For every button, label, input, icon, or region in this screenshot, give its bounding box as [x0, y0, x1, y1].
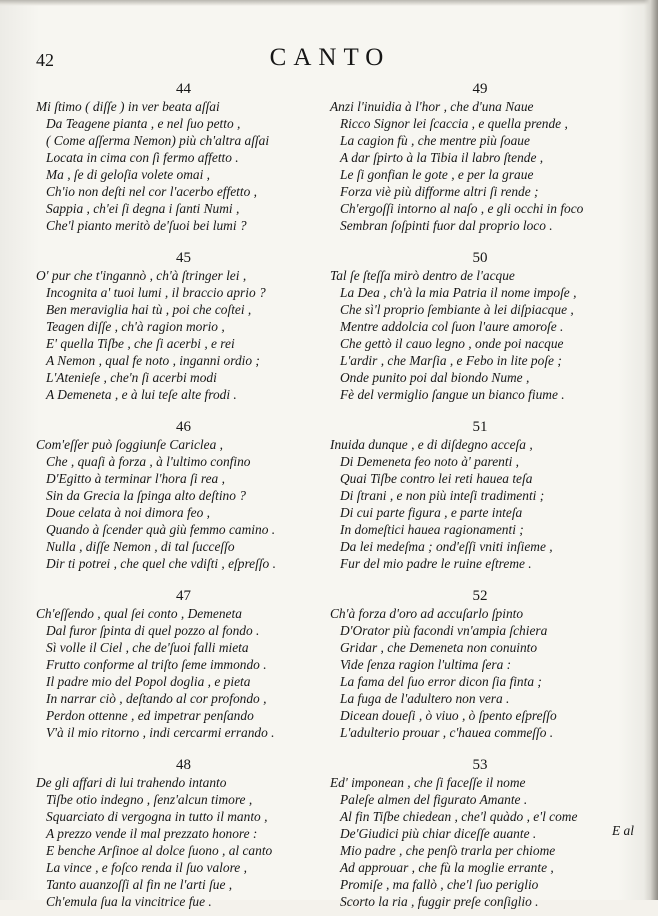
stanza-separator: [330, 578, 630, 587]
verse-line: E' quella Tiſbe , che ſi acerbi , e rei: [46, 336, 235, 351]
stanza: [36, 587, 331, 741]
verse-line: Tal ſe ſteſſa mirò dentro de l'acque: [330, 268, 515, 283]
verse-line: Incognita a' tuoi lumi , il braccio aprio ?: [46, 285, 266, 300]
verse-line: Ch'à forza d'oro ad accuſarlo ſpinto: [330, 606, 524, 621]
verse-line: L'ardir , che Marſia , e Febo in lite poſe ;: [340, 353, 562, 368]
verse-line: Nulla , diſſe Nemon , di tal ſucceſſo: [46, 539, 235, 554]
verse-line: Mi ſtimo ( diſſe ) in ver beata aſſai: [36, 99, 220, 114]
verse-line: Locata in cima con ſì fermo affetto .: [46, 150, 239, 165]
page-number: 42: [36, 50, 54, 70]
verse-line: Doue celata à noi dimora feo ,: [46, 505, 211, 520]
catchword: E al: [612, 823, 634, 838]
stanza: [36, 756, 331, 910]
verse-line: Quando à ſcender quà giù femmo camino .: [46, 522, 276, 537]
verse-line: Ben meraviglia hai tù , poi che coſtei ,: [46, 302, 252, 317]
verse-line: Frutto conforme al triſto ſeme immondo .: [46, 657, 267, 672]
verse-line: Ricco Signor lei ſcaccia , e quella prende ,: [340, 116, 568, 131]
right-column: [330, 80, 630, 916]
stanza: [330, 418, 630, 572]
verse-line: Fur del mio padre le ruine eſtreme .: [340, 556, 532, 571]
verse-line: Che gettò il cauo legno , onde poi nacque: [340, 336, 564, 351]
verse-line: Ma , ſe di geloſia volete omai ,: [46, 167, 210, 182]
verse-line: E benche Arſinoe al dolce ſuono , al canto: [46, 843, 273, 858]
stanza-number: 47: [176, 588, 191, 604]
verse-line: Il padre mio del Popol doglia , e pieta: [46, 674, 251, 689]
stanza: [36, 418, 331, 572]
verse-line: Tiſbe otio indegno , ſenz'alcun timore ,: [46, 792, 253, 807]
verse-line: D'Orator più facondi vn'ampia ſchiera: [340, 623, 548, 638]
verse-line: Ch'emula ſua la vincitrice fue .: [46, 894, 212, 909]
verse-line: A prezzo vende il mal prezzato honore :: [46, 826, 258, 841]
verse-line: La fuga de l'adultero non vera .: [340, 691, 510, 706]
verse-line: Di Demeneta feo noto à' parenti ,: [340, 454, 520, 469]
stanza-separator: [36, 409, 331, 418]
verse-line: In narrar ciò , deſtando al cor profondo ,: [46, 691, 267, 706]
verse-line: V'à il mio ritorno , indi cercarmi errando .: [46, 725, 275, 740]
verse-line: Dicean doueſi , ò viuo , ò ſpento eſpreſſo: [340, 708, 557, 723]
stanza-number: 52: [472, 588, 488, 604]
page-gutter-shadow: [644, 0, 658, 900]
verse-line: La Dea , ch'à la mia Patria il nome impoſe ,: [340, 285, 577, 300]
verse-line: Che'l pianto meritò de'ſuoi bei lumi ?: [46, 218, 247, 233]
verse-line: Di cui parte figura , e parte inteſa: [340, 505, 523, 520]
verse-line: Di ſtrani , e non più inteſi tradimenti ;: [340, 488, 545, 503]
stanza-separator: [36, 578, 331, 587]
stanza-number: 45: [176, 250, 191, 266]
verse-line: A Demeneta , e à lui teſe alte frodi .: [46, 387, 237, 402]
verse-line: Le ſi gonfian le gote , e per la graue: [340, 167, 534, 182]
verse-line: Perdon ottenne , ed impetrar penſando: [46, 708, 254, 723]
verse-line: Ad approuar , che fù la moglie errante ,: [340, 860, 554, 875]
verse-line: Da lei medeſma ; ond'eſſi vniti inſieme ,: [340, 539, 553, 554]
stanza-number: 44: [176, 81, 191, 97]
verse-line: Che , quaſi à forza , à l'ultimo confino: [46, 454, 251, 469]
verse-line: Ch'io non deſti nel cor l'acerbo effetto ,: [46, 184, 258, 199]
stanza: [36, 249, 331, 403]
stanza-separator: [330, 409, 630, 418]
verse-line: Tanto auanzoſſi al fin ne l'arti ſue ,: [46, 877, 233, 892]
verse-line: Promiſe , ma fallò , che'l ſuo periglio: [340, 877, 539, 892]
stanza: [330, 80, 630, 234]
verse-line: Sembran ſoſpinti fuor dal proprio loco .: [340, 218, 553, 233]
verse-line: La vince , e foſco renda il ſuo valore ,: [46, 860, 247, 875]
stanza-separator: [330, 747, 630, 756]
stanza-number: 49: [472, 81, 488, 97]
verse-line: Onde punito poi dal biondo Nume ,: [340, 370, 530, 385]
verse-line: Fè del vermiglio ſangue un bianco fiume .: [340, 387, 565, 402]
verse-line: De'Giudici più chiar diceſſe auante .: [340, 826, 537, 841]
stanza-number: 48: [176, 757, 191, 773]
verse-line: Anzi l'inuidia à l'hor , che d'una Naue: [330, 99, 534, 114]
left-column: [36, 80, 331, 916]
verse-line: A Nemon , qual fe noto , inganni ordio ;: [46, 353, 260, 368]
stanza-separator: [330, 240, 630, 249]
verse-line: O' pur che t'ingannò , ch'à ſtringer lei ,: [36, 268, 247, 283]
running-head: CANTO: [269, 44, 391, 71]
verse-line: Forza viè più difforme altri ſi rende ;: [340, 184, 539, 199]
verse-line: Mentre addolcia col ſuon l'aure amoroſe .: [340, 319, 564, 334]
stanza-number: 53: [472, 757, 488, 773]
verse-line: La cagion fù , che mentre più ſoaue: [340, 133, 530, 148]
verse-line: La fama del ſuo error dicon ſia finta ;: [340, 674, 542, 689]
verse-line: A dar ſpirto à la Tibia il labro ſtende ,: [340, 150, 544, 165]
verse-line: Quai Tiſbe contro lei reti haueа teſa: [340, 471, 533, 486]
verse-line: ( Come aſſerma Nemon) più ch'altra aſſai: [46, 133, 270, 148]
stanza: [36, 80, 331, 234]
stanza: [330, 756, 630, 910]
stanza-number: 51: [472, 419, 488, 435]
verse-line: Da Teagene pianta , e nel ſuo petto ,: [46, 116, 241, 131]
verse-line: Mio padre , che penſò trarla per chiome: [340, 843, 556, 858]
verse-line: Che sì'l proprio ſembiante à lei diſpiacque ,: [340, 302, 574, 317]
verse-line: Ch'eſſendo , qual ſei conto , Demeneta: [36, 606, 242, 621]
verse-line: Dal furor ſpinta di quel pozzo al fondo .: [46, 623, 260, 638]
verse-line: Ch'ergoſſi intorno al naſo , e gli occhi in foco: [340, 201, 584, 216]
verse-line: Com'eſſer può ſoggiunſe Cariclea ,: [36, 437, 223, 452]
verse-line: L'adulterio prouar , c'haueа commeſſo .: [340, 725, 554, 740]
verse-line: Paleſe almen del figurato Amante .: [340, 792, 528, 807]
page-top-edge: [0, 0, 658, 6]
verse-line: Teagen diſſe , ch'à ragion morio ,: [46, 319, 225, 334]
verse-line: L'Atenieſe , che'n ſi acerbi modi: [46, 370, 217, 385]
verse-line: Sappia , ch'ei ſi degna i ſanti Numi ,: [46, 201, 240, 216]
verse-line: Squarciato di vergogna in tutto il manto ,: [46, 809, 268, 824]
verse-line: Sin da Grecia la ſpinga alto deſtino ?: [46, 488, 246, 503]
verse-line: D'Egitto à terminar l'hora ſi rea ,: [46, 471, 225, 486]
verse-line: De gli affari di lui trahendo intanto: [36, 775, 227, 790]
verse-line: Ed' imponean , che ſi faceſſe il nome: [330, 775, 526, 790]
stanza-separator: [36, 747, 331, 756]
stanza: [330, 249, 630, 403]
verse-line: Vide ſenza ragion l'ultima ſera :: [340, 657, 512, 672]
verse-line: Sì volle il Ciel , che de'ſuoi falli mieta: [46, 640, 249, 655]
stanza-separator: [36, 240, 331, 249]
verse-line: Inuida dunque , e di diſdegno acceſa ,: [330, 437, 533, 452]
stanza-number: 50: [472, 250, 488, 266]
verse-line: In domeſtici haueа ragionamenti ;: [340, 522, 524, 537]
stanza-number: 46: [176, 419, 191, 435]
verse-line: Gridar , che Demeneta non conuinto: [340, 640, 538, 655]
verse-line: Scorto la ria , fuggir preſe conſiglio .: [340, 894, 539, 909]
stanza: [330, 587, 630, 741]
verse-line: Al fin Tiſbe chiedean , che'l quàdo , e'l come: [340, 809, 578, 824]
verse-line: Dir ti potrei , che quel che vdiſti , eſpreſſo .: [46, 556, 276, 571]
